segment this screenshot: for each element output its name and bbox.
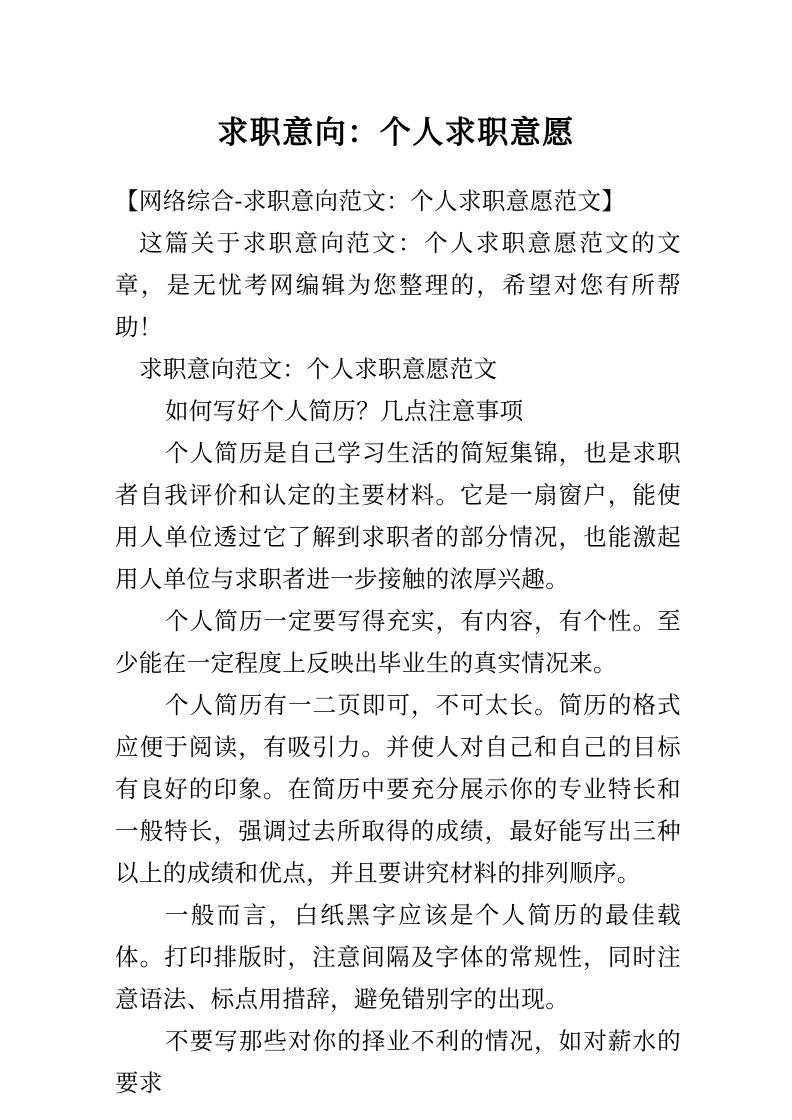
document-body — [115, 180, 681, 1104]
paragraph-resume-definition: 个人简历是自己学习生活的简短集锦，也是求职者自我评价和认定的主要材料。它是一扇窗户，能使用人单位透过它了解到求职者的部分情况，也能激起用人单位与求职者进一步接触的浓厚兴趣。 — [115, 439, 681, 593]
page-title: 求职意向：个人求职意愿 — [217, 114, 575, 151]
paragraph-avoid-negatives: 不要写那些对你的择业不利的情况，如对薪水的要求 — [115, 1027, 681, 1097]
paragraph-typesetting: 一般而言，白纸黑字应该是个人简历的最佳载体。打印排版时，注意间隔及字体的常规性，同时注意语法、标点用措辞，避免错别字的出现。 — [115, 901, 681, 1013]
paragraph-subject-line: 求职意向范文：个人求职意愿范文 — [139, 355, 498, 383]
paragraph-section-heading: 如何写好个人简历？几点注意事项 — [165, 397, 524, 425]
paragraph-editor-note: 这篇关于求职意向范文：个人求职意愿范文的文章，是无忧考网编辑为您整理的，希望对您有所帮助！ — [115, 229, 681, 341]
paragraph-source-bracket: 【网络综合-求职意向范文：个人求职意愿范文】 — [115, 187, 626, 215]
paragraph-substance: 个人简历一定要写得充实，有内容，有个性。至少能在一定程度上反映出毕业生的真实情况来。 — [115, 607, 681, 677]
paragraph-length-format: 个人简历有一二页即可，不可太长。简历的格式应便于阅读，有吸引力。并使人对自己和自己的目标有良好的印象。在简历中要充分展示你的专业特长和一般特长，强调过去所取得的成绩，最好能写出三种以上的成绩和优点，并且要讲究材料的排列顺序。 — [115, 691, 681, 887]
